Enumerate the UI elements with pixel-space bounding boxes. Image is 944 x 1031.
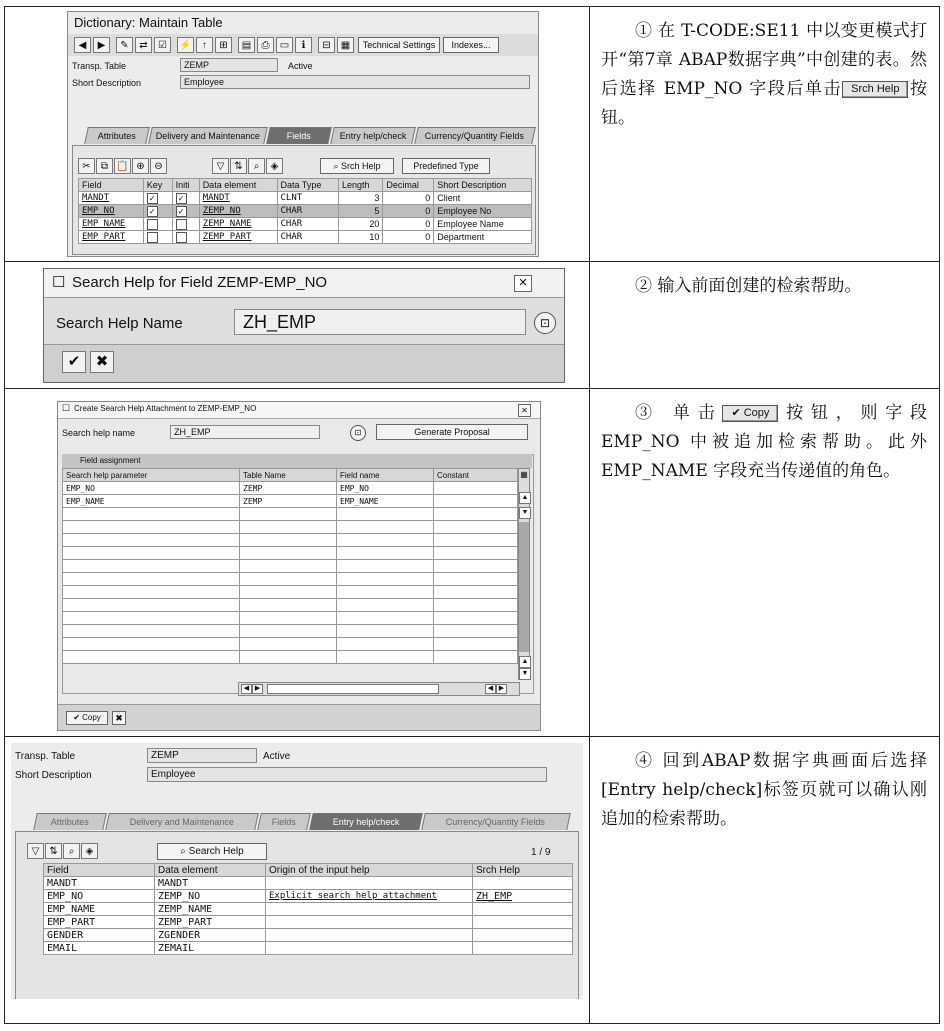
cell-origin[interactable]: Explicit search help attachment xyxy=(266,890,473,903)
table-row[interactable] xyxy=(44,942,573,955)
cell-field[interactable]: EMP_NO xyxy=(79,205,144,218)
column-header: Data element xyxy=(155,864,266,877)
close-icon[interactable]: ✕ xyxy=(518,404,531,417)
cell-constant[interactable] xyxy=(434,495,518,508)
detail-icon[interactable]: ◈ xyxy=(266,158,283,174)
sort-icon[interactable]: ⇅ xyxy=(230,158,247,174)
cell-field[interactable]: EMAIL xyxy=(44,942,155,955)
delete-row-icon[interactable]: ⊖ xyxy=(150,158,167,174)
activate-icon[interactable]: ⚡ xyxy=(177,37,194,53)
search-help-icon: ⌕ xyxy=(333,161,339,171)
cell-table-name[interactable]: ZEMP xyxy=(240,482,337,495)
cell-parameter: EMP_NAME xyxy=(63,495,240,508)
search-help-button[interactable] xyxy=(157,843,267,860)
step-row-2 xyxy=(5,262,939,389)
cell-search-help[interactable] xyxy=(473,903,573,916)
cancel-x-icon[interactable]: ✖ xyxy=(90,351,114,373)
empty-row xyxy=(63,625,518,638)
table-row[interactable] xyxy=(44,890,573,903)
cell-data-element[interactable]: ZGENDER xyxy=(155,929,266,942)
cell-data-type: CLNT xyxy=(277,192,339,205)
cell-search-help[interactable] xyxy=(473,877,573,890)
cell-data-type: CHAR xyxy=(277,231,339,244)
transp-table-label: Transp. Table xyxy=(72,61,127,71)
short-description-value: Employee xyxy=(151,769,196,780)
dialog-footer xyxy=(44,344,564,383)
indexes-button[interactable]: Indexes... xyxy=(443,37,499,53)
initial-checkbox[interactable]: ✓ xyxy=(176,193,187,204)
tab-label: Currency/Quantity Fields xyxy=(425,131,525,141)
scroll-left-icon[interactable]: ◀ xyxy=(241,684,252,694)
column-divider xyxy=(589,389,590,736)
scroll-right-icon[interactable]: ▶ xyxy=(496,684,507,694)
table-row[interactable] xyxy=(44,877,573,890)
tab-entry-help-check[interactable] xyxy=(309,813,423,830)
step-table xyxy=(4,6,940,1024)
tab-label: Attributes xyxy=(97,131,136,141)
copy-button[interactable] xyxy=(66,711,108,725)
dialog-titlebar xyxy=(44,269,564,298)
short-description-value: Employee xyxy=(184,77,225,87)
cell-key[interactable] xyxy=(143,218,172,231)
table-row[interactable] xyxy=(79,218,532,231)
pager-text: 1 / 9 xyxy=(531,847,551,858)
tab-label: Entry help/check xyxy=(339,131,407,141)
step-text: ④ 回到ABAP数据字典画面后选择[Entry help/check]标签页就可以确认刚追加的检索帮助。 xyxy=(601,751,927,829)
scroll-up-icon[interactable]: ▲ xyxy=(519,492,531,504)
check-icon[interactable]: ☑ xyxy=(154,37,171,53)
cell-table-name[interactable]: ZEMP xyxy=(240,495,337,508)
object-list-icon[interactable]: ▤ xyxy=(238,37,255,53)
cell-init[interactable] xyxy=(172,205,199,218)
se11-maintain-table-screenshot xyxy=(67,11,539,257)
tab-fields[interactable] xyxy=(266,127,332,144)
cell-search-help[interactable] xyxy=(473,942,573,955)
column-header: Short Description xyxy=(434,179,532,192)
empty-row xyxy=(63,547,518,560)
empty-row xyxy=(63,638,518,651)
cell-data-element[interactable]: ZEMP_PART xyxy=(199,231,277,244)
dialog-icon: ☐ xyxy=(52,274,66,291)
search-help-name-input[interactable]: ZH_EMP xyxy=(234,309,526,335)
cell-constant[interactable] xyxy=(434,482,518,495)
column-header: Srch Help xyxy=(473,864,573,877)
tab-currency-quantity[interactable] xyxy=(414,127,536,144)
table-header-row xyxy=(79,179,532,192)
search-help-icon: ⌕ xyxy=(180,846,186,857)
step-text: 按钮。 xyxy=(601,79,928,128)
short-description-label: Short Description xyxy=(15,770,92,781)
transp-table-label: Transp. Table xyxy=(15,751,76,762)
fields-table xyxy=(78,178,532,244)
entry-help-table xyxy=(43,863,573,955)
cell-field[interactable]: EMP_NO xyxy=(44,890,155,903)
step-3-text xyxy=(601,399,927,486)
h-scroll-thumb[interactable] xyxy=(267,684,439,694)
cell-description: Department xyxy=(434,231,532,244)
cell-description: Employee No xyxy=(434,205,532,218)
transp-table-field xyxy=(180,58,278,72)
filter-icon[interactable]: ▽ xyxy=(27,843,44,859)
cell-init[interactable] xyxy=(172,192,199,205)
column-config-icon[interactable]: ▦ xyxy=(520,470,528,479)
table-icon[interactable]: ▦ xyxy=(337,37,354,53)
search-help-dialog-screenshot xyxy=(43,268,565,383)
column-header: Key xyxy=(143,179,172,192)
scroll-thumb[interactable] xyxy=(519,522,529,652)
tab-label: Delivery and Maintenance xyxy=(129,817,234,827)
empty-row xyxy=(63,534,518,547)
structure-icon[interactable]: ⊟ xyxy=(318,37,335,53)
column-header: Constant xyxy=(434,469,518,482)
table-row[interactable] xyxy=(79,192,532,205)
sort-icon[interactable]: ⇅ xyxy=(45,843,62,859)
scroll-down-icon[interactable]: ▼ xyxy=(519,507,531,519)
step-text: ② 输入前面创建的检索帮助。 xyxy=(635,276,862,296)
cell-data-element[interactable]: ZEMP_NAME xyxy=(155,903,266,916)
field-assignment-header: Field assignment xyxy=(62,454,532,468)
table-row[interactable] xyxy=(44,903,573,916)
table-row[interactable] xyxy=(44,929,573,942)
hierarchy-icon[interactable]: ⊞ xyxy=(215,37,232,53)
inline-srch-help-button: Srch Help xyxy=(842,81,908,98)
empty-row xyxy=(63,599,518,612)
step-4-text xyxy=(601,747,927,834)
predefined-type-button[interactable]: Predefined Type xyxy=(402,158,490,174)
search-help-label: Search Help xyxy=(188,846,244,857)
initial-checkbox[interactable]: ✓ xyxy=(176,206,187,217)
tab-label: Fields xyxy=(271,817,296,827)
cell-init[interactable] xyxy=(172,218,199,231)
column-header: Initi xyxy=(172,179,199,192)
toolbar xyxy=(68,34,538,56)
cell-field[interactable]: MANDT xyxy=(44,877,155,890)
search-help-name-field[interactable]: ZH_EMP xyxy=(170,425,320,439)
transp-table-value: ZEMP xyxy=(184,60,210,70)
tab-label: Attributes xyxy=(50,817,89,827)
empty-row xyxy=(63,573,518,586)
insert-row-icon[interactable]: ⊕ xyxy=(132,158,149,174)
cell-origin xyxy=(266,929,473,942)
empty-row xyxy=(63,612,518,625)
cell-length: 5 xyxy=(339,205,383,218)
copy-icon[interactable]: ⧉ xyxy=(96,158,113,174)
technical-settings-button[interactable]: Technical Settings xyxy=(358,37,440,53)
step-row-4 xyxy=(5,737,939,1023)
cell-length: 3 xyxy=(339,192,383,205)
step-text: ① 在 T-CODE:SE11 中以变更模式打开“第7章 ABAP数据字典”中创建的表。然后选择 EMP_NO 字段后单击 xyxy=(601,21,927,99)
empty-row xyxy=(63,560,518,573)
cut-icon[interactable]: ✂ xyxy=(78,158,95,174)
cell-field-name[interactable]: EMP_NAME xyxy=(337,495,434,508)
display-change-icon[interactable]: ⇄ xyxy=(135,37,152,53)
column-header: Origin of the input help xyxy=(266,864,473,877)
generate-proposal-button[interactable]: Generate Proposal xyxy=(376,424,528,440)
table-row[interactable] xyxy=(63,482,518,495)
page-up-icon[interactable]: ▲ xyxy=(519,656,531,668)
column-header: Decimal xyxy=(383,179,434,192)
cell-search-help[interactable] xyxy=(473,929,573,942)
cell-field[interactable]: EMP_PART xyxy=(44,916,155,929)
cell-origin xyxy=(266,903,473,916)
back-icon[interactable]: ◀ xyxy=(74,37,91,53)
cell-description: Employee Name xyxy=(434,218,532,231)
cell-data-element[interactable]: MANDT xyxy=(155,877,266,890)
tab-label: Currency/Quantity Fields xyxy=(446,817,546,827)
edit-icon[interactable]: ✎ xyxy=(116,37,133,53)
cell-search-help[interactable]: ZH_EMP xyxy=(473,890,573,903)
table-header-row xyxy=(63,469,518,482)
key-checkbox[interactable]: ✓ xyxy=(147,206,158,217)
cell-parameter: EMP_NO xyxy=(63,482,240,495)
scroll-right-icon[interactable]: ▶ xyxy=(252,684,263,694)
scroll-left-icon[interactable]: ◀ xyxy=(485,684,496,694)
column-header: Data element xyxy=(199,179,277,192)
tab-strip xyxy=(86,127,536,145)
find-icon[interactable]: ⌕ xyxy=(248,158,265,174)
column-header: Field xyxy=(44,864,155,877)
column-header: Length xyxy=(339,179,383,192)
table-row[interactable] xyxy=(79,205,532,218)
srch-help-button[interactable] xyxy=(320,158,394,174)
tab-label: Entry help/check xyxy=(332,817,400,827)
cell-field[interactable]: EMP_NAME xyxy=(79,218,144,231)
cell-length: 20 xyxy=(339,218,383,231)
cell-decimal: 0 xyxy=(383,231,434,244)
cell-length: 10 xyxy=(339,231,383,244)
transp-table-field xyxy=(147,748,257,763)
initial-checkbox[interactable] xyxy=(176,232,187,243)
cell-data-element[interactable]: MANDT xyxy=(199,192,277,205)
column-header: Table Name xyxy=(240,469,337,482)
page-down-icon[interactable]: ▼ xyxy=(519,668,531,680)
status-text: Active xyxy=(288,61,313,71)
tab-delivery-maintenance[interactable] xyxy=(148,127,268,144)
cell-field[interactable]: EMP_NAME xyxy=(44,903,155,916)
tab-label: Fields xyxy=(286,131,311,141)
cell-origin xyxy=(266,942,473,955)
dialog-footer xyxy=(58,704,540,731)
column-header: Field xyxy=(79,179,144,192)
table-header-row xyxy=(44,864,573,877)
cell-key[interactable] xyxy=(143,192,172,205)
empty-row xyxy=(63,651,518,664)
info-icon[interactable]: ℹ xyxy=(295,37,312,53)
short-description-label: Short Description xyxy=(72,78,142,88)
cell-data-element[interactable]: ZEMP_NO xyxy=(155,890,266,903)
cell-data-element[interactable]: ZEMP_PART xyxy=(155,916,266,929)
layout-icon[interactable]: ▭ xyxy=(276,37,293,53)
cell-field[interactable]: EMP_PART xyxy=(79,231,144,244)
column-divider xyxy=(589,737,590,1023)
cell-data-type: CHAR xyxy=(277,218,339,231)
cell-key[interactable] xyxy=(143,231,172,244)
cell-description: Client xyxy=(434,192,532,205)
tab-delivery-maintenance[interactable] xyxy=(105,813,259,830)
transp-table-value: ZEMP xyxy=(151,750,179,761)
table-row[interactable] xyxy=(44,916,573,929)
tab-attributes[interactable] xyxy=(84,127,150,144)
horizontal-scrollbar[interactable] xyxy=(238,682,520,696)
key-checkbox[interactable]: ✓ xyxy=(147,193,158,204)
forward-icon[interactable]: ▶ xyxy=(93,37,110,53)
cell-field-name[interactable]: EMP_NO xyxy=(337,482,434,495)
cell-data-type: CHAR xyxy=(277,205,339,218)
window-title: Dictionary: Maintain Table xyxy=(74,15,223,30)
cell-origin xyxy=(266,877,473,890)
entry-help-check-screenshot xyxy=(11,743,583,999)
empty-row xyxy=(63,508,518,521)
value-help-icon[interactable]: ⊡ xyxy=(350,425,366,441)
column-divider xyxy=(589,262,590,388)
search-help-name-label: Search help name xyxy=(62,428,136,438)
srch-help-label: Srch Help xyxy=(341,161,381,171)
short-description-field xyxy=(147,767,547,782)
close-icon[interactable]: ✕ xyxy=(514,275,532,292)
field-assignment-table xyxy=(62,468,518,664)
column-header: Field name xyxy=(337,469,434,482)
step-2-text xyxy=(601,272,927,301)
cell-init[interactable] xyxy=(172,231,199,244)
column-header: Data Type xyxy=(277,179,339,192)
copy-label: Copy xyxy=(82,713,101,722)
key-checkbox[interactable] xyxy=(147,219,158,230)
check-icon: ✔ xyxy=(73,713,80,722)
cell-field[interactable]: MANDT xyxy=(79,192,144,205)
print-icon[interactable]: ⎙ xyxy=(257,37,274,53)
inline-copy-button: ✔ Copy xyxy=(722,405,778,422)
confirm-check-icon[interactable]: ✔ xyxy=(62,351,86,373)
value-help-icon[interactable]: ⊡ xyxy=(534,312,556,334)
column-header: Search help parameter xyxy=(63,469,240,482)
empty-row xyxy=(63,521,518,534)
search-help-name-label: Search Help Name xyxy=(56,315,183,332)
tab-fields[interactable] xyxy=(257,813,311,830)
tab-attributes[interactable] xyxy=(33,813,107,830)
step-row-3 xyxy=(5,389,939,737)
dialog-title: Search Help for Field ZEMP-EMP_NO xyxy=(72,274,328,291)
cell-field[interactable]: GENDER xyxy=(44,929,155,942)
cell-data-element[interactable]: ZEMP_NO xyxy=(199,205,277,218)
cell-decimal: 0 xyxy=(383,205,434,218)
status-text: Active xyxy=(263,751,291,762)
dialog-title: Create Search Help Attachment to ZEMP-EMP_NO xyxy=(74,404,257,413)
tab-strip xyxy=(35,813,575,831)
find-icon[interactable]: ⌕ xyxy=(63,843,80,859)
cell-search-help[interactable] xyxy=(473,916,573,929)
cell-key[interactable] xyxy=(143,205,172,218)
tab-currency-quantity[interactable] xyxy=(421,813,571,830)
create-attachment-dialog-screenshot xyxy=(57,401,541,731)
cell-data-element[interactable]: ZEMP_NAME xyxy=(199,218,277,231)
cancel-x-icon[interactable]: ✖ xyxy=(112,711,126,725)
dialog-titlebar xyxy=(58,402,540,419)
cell-decimal: 0 xyxy=(383,192,434,205)
empty-row xyxy=(63,586,518,599)
paste-icon[interactable]: 📋 xyxy=(114,158,131,174)
initial-checkbox[interactable] xyxy=(176,219,187,230)
short-description-field xyxy=(180,75,530,89)
tab-entry-help-check[interactable] xyxy=(330,127,416,144)
table-row[interactable] xyxy=(79,231,532,244)
cell-data-element[interactable]: ZEMAIL xyxy=(155,942,266,955)
key-checkbox[interactable] xyxy=(147,232,158,243)
tab-label: Delivery and Maintenance xyxy=(155,131,260,141)
step-text: 按钮，则字段 EMP_NO 中被追加检索帮助。此外 EMP_NAME 字段充当传递值的角色。 xyxy=(601,403,928,481)
column-divider xyxy=(589,7,590,261)
step-row-1 xyxy=(5,7,939,262)
cell-decimal: 0 xyxy=(383,218,434,231)
where-used-icon[interactable]: ↑ xyxy=(196,37,213,53)
detail-icon[interactable]: ◈ xyxy=(81,843,98,859)
cell-origin xyxy=(266,916,473,929)
step-text: ③ 单击 xyxy=(635,403,723,423)
filter-icon[interactable]: ▽ xyxy=(212,158,229,174)
step-1-text xyxy=(601,17,927,133)
dialog-icon: ☐ xyxy=(62,403,71,413)
table-row[interactable] xyxy=(63,495,518,508)
